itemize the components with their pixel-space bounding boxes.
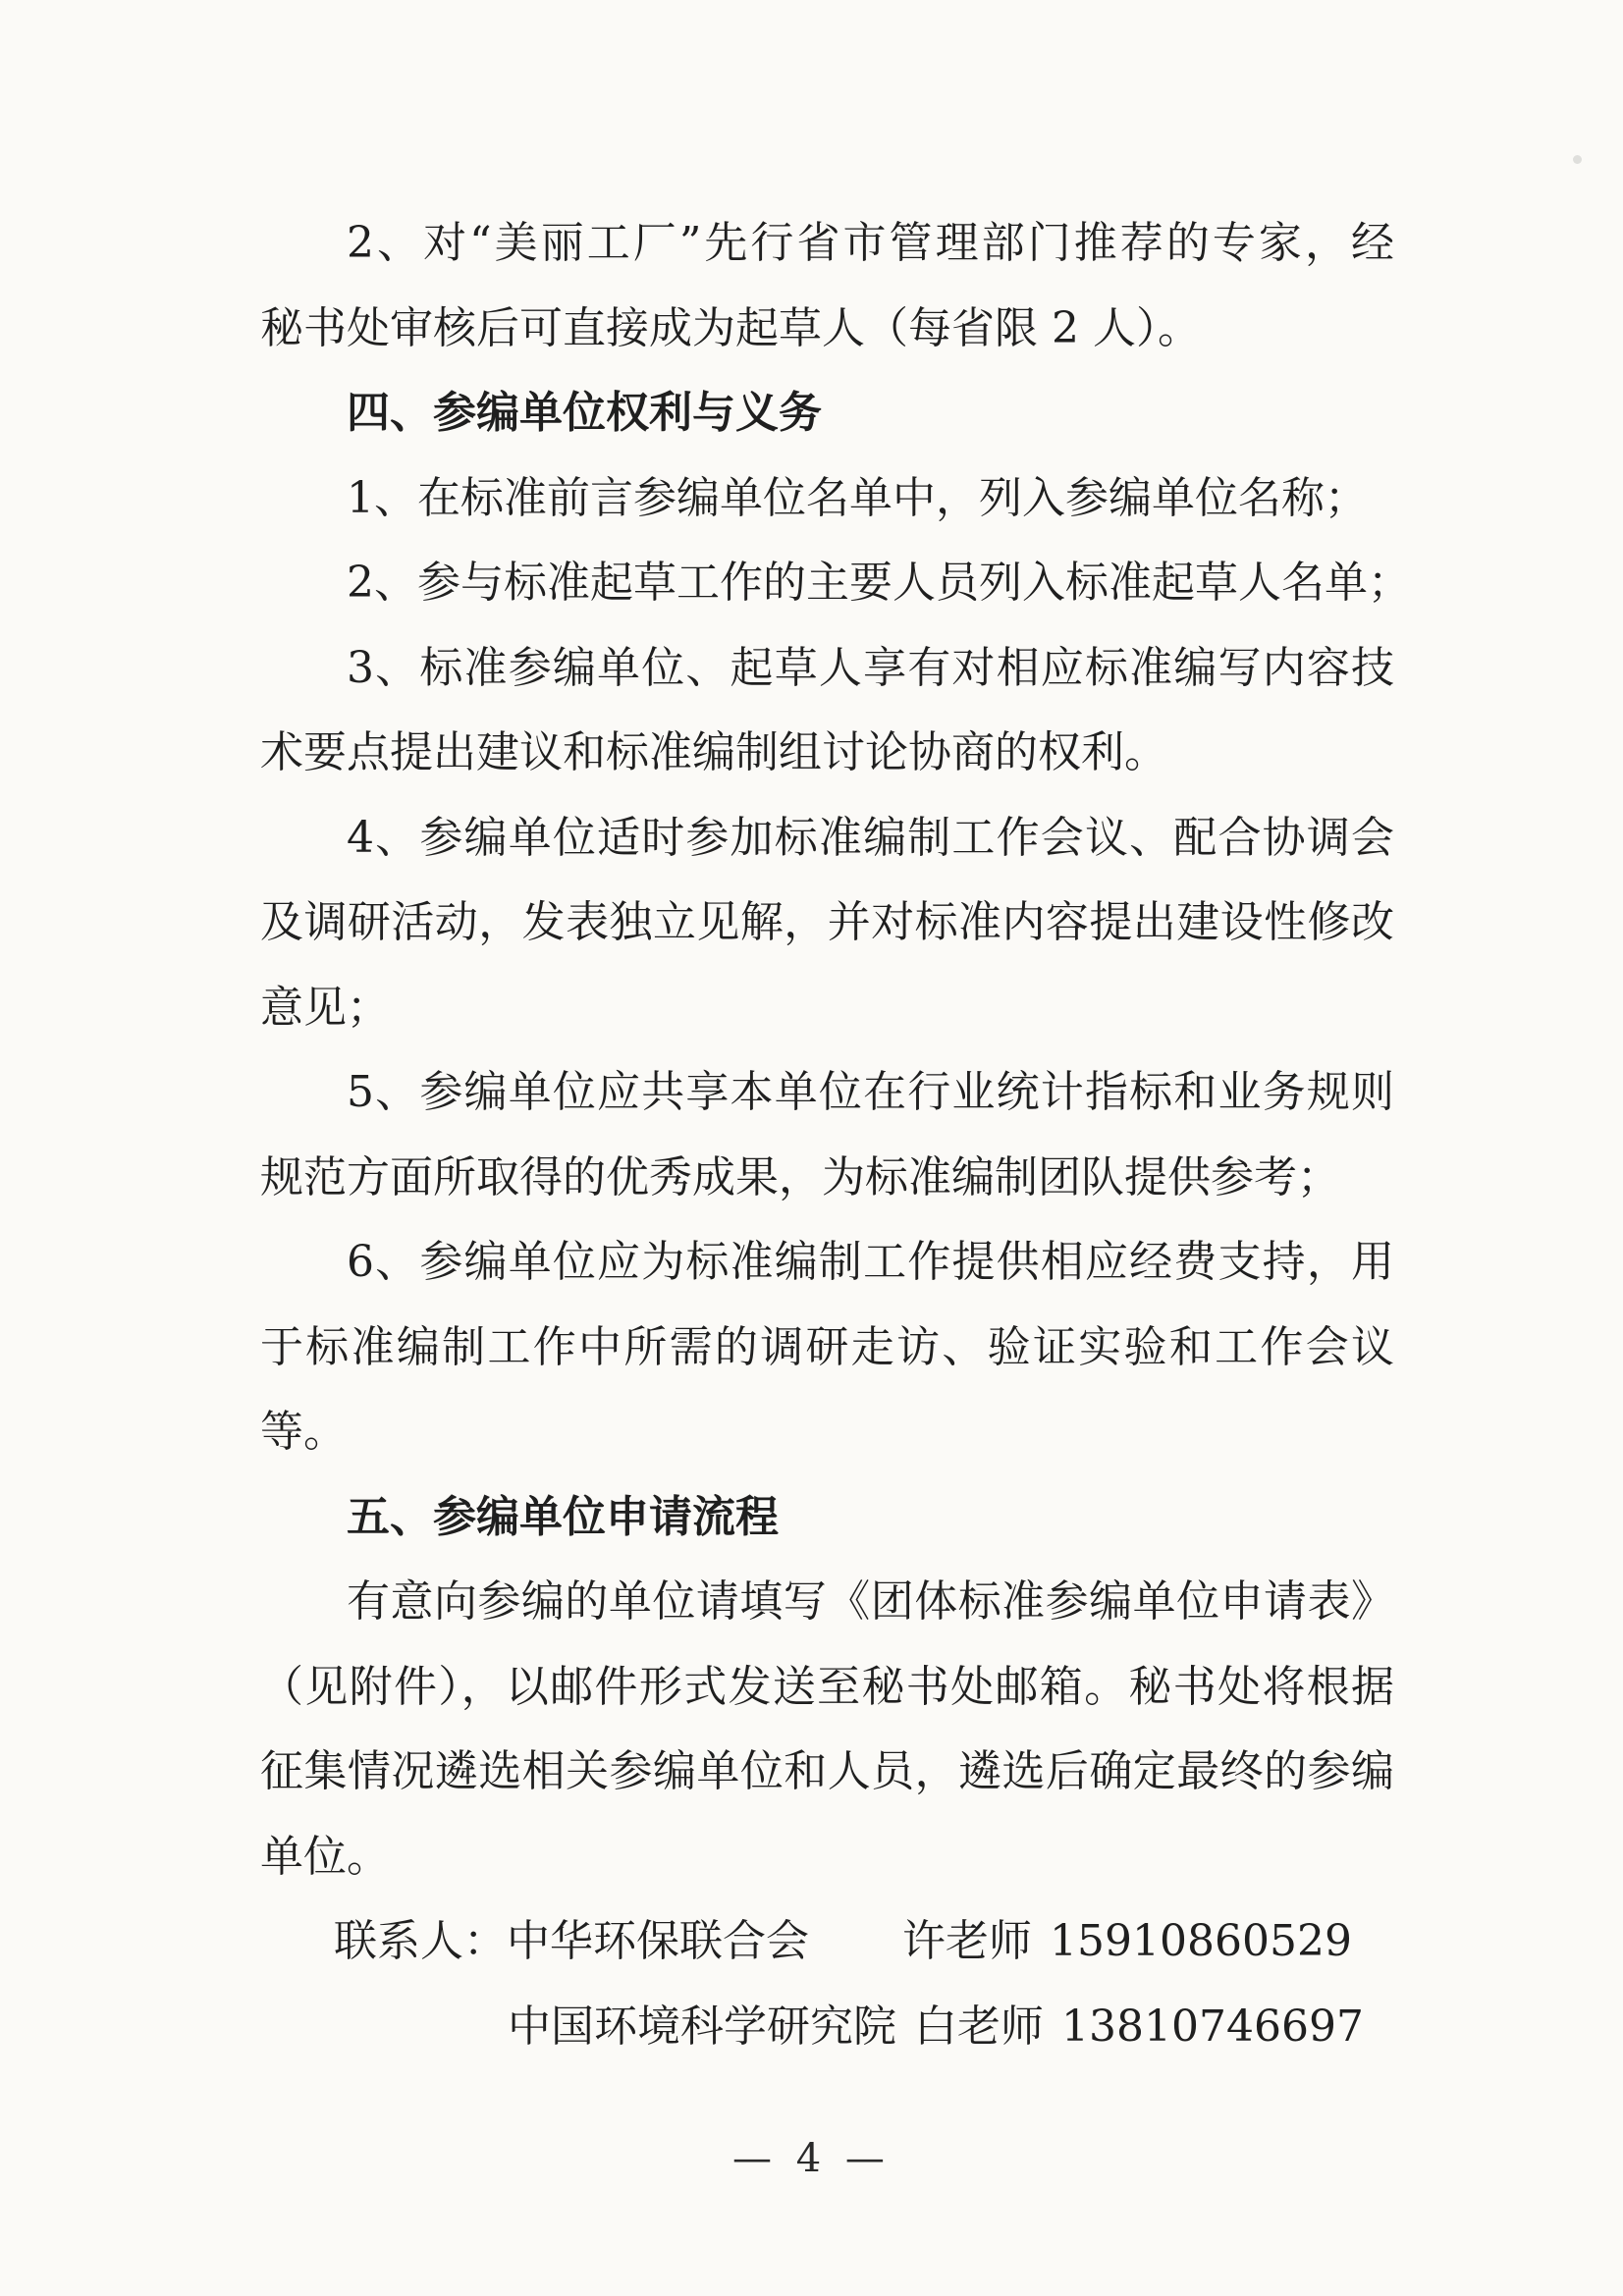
body-line: 4、参编单位适时参加标准编制工作会议、配合协调会 — [347, 812, 1394, 863]
contact-phone: 13810746697 — [1061, 2001, 1364, 2052]
body-line: 秘书处审核后可直接成为起草人（每省限 2 人）。 — [260, 302, 1201, 353]
body-line: 1、在标准前言参编单位名单中，列入参编单位名称； — [347, 472, 1368, 523]
body-line: 有意向参编的单位请填写《团体标准参编单位申请表》 — [347, 1576, 1394, 1627]
body-line: 等。 — [260, 1407, 347, 1457]
body-line: 2、参与标准起草工作的主要人员列入标准起草人名单； — [347, 558, 1411, 608]
contact-person: 白老师 — [914, 2001, 1044, 2052]
contact-row — [260, 1899, 1394, 1985]
body-line: 3、标准参编单位、起草人享有对相应标准编写内容技 — [347, 642, 1394, 693]
document-body — [260, 201, 1411, 2069]
body-line: 2、对“美丽工厂”先行省市管理部门推荐的专家，经 — [347, 218, 1394, 268]
body-line: 5、参编单位应共享本单位在行业统计指标和业务规则 — [347, 1067, 1394, 1117]
footer-page-number: — 4 — — [732, 2136, 891, 2181]
body-line: 6、参编单位应为标准编制工作提供相应经费支持，用 — [347, 1237, 1394, 1287]
contact-person: 许老师 — [902, 1916, 1032, 1966]
body-line: 征集情况遴选相关参编单位和人员，遴选后确定最终的参编 — [260, 1746, 1394, 1796]
body-line: 单位。 — [260, 1831, 390, 1882]
body-line: （见附件），以邮件形式发送至秘书处邮箱。秘书处将根据 — [260, 1661, 1394, 1712]
contact-org: 中国环境科学研究院 — [508, 2001, 896, 2052]
contact-label: 联系人： — [334, 1916, 507, 1966]
contact-phone: 15910860529 — [1050, 1916, 1352, 1966]
body-line: 及调研活动，发表独立见解，并对标准内容提出建设性修改 — [260, 897, 1394, 947]
body-line: 规范方面所取得的优秀成果，为标准编制团队提供参考； — [260, 1151, 1340, 1202]
scan-speck — [1573, 155, 1582, 164]
body-line: 意见； — [260, 982, 390, 1033]
body-line: 于标准编制工作中所需的调研走访、验证实验和工作会议 — [260, 1321, 1394, 1372]
body-line: 术要点提出建议和标准编制组讨论协商的权利。 — [260, 727, 1167, 777]
section-heading-5: 五、参编单位申请流程 — [347, 1491, 779, 1542]
contact-row — [260, 1985, 1394, 2070]
section-heading-4: 四、参编单位权利与义务 — [347, 388, 822, 438]
contact-org: 中华环保联合会 — [507, 1916, 809, 1966]
